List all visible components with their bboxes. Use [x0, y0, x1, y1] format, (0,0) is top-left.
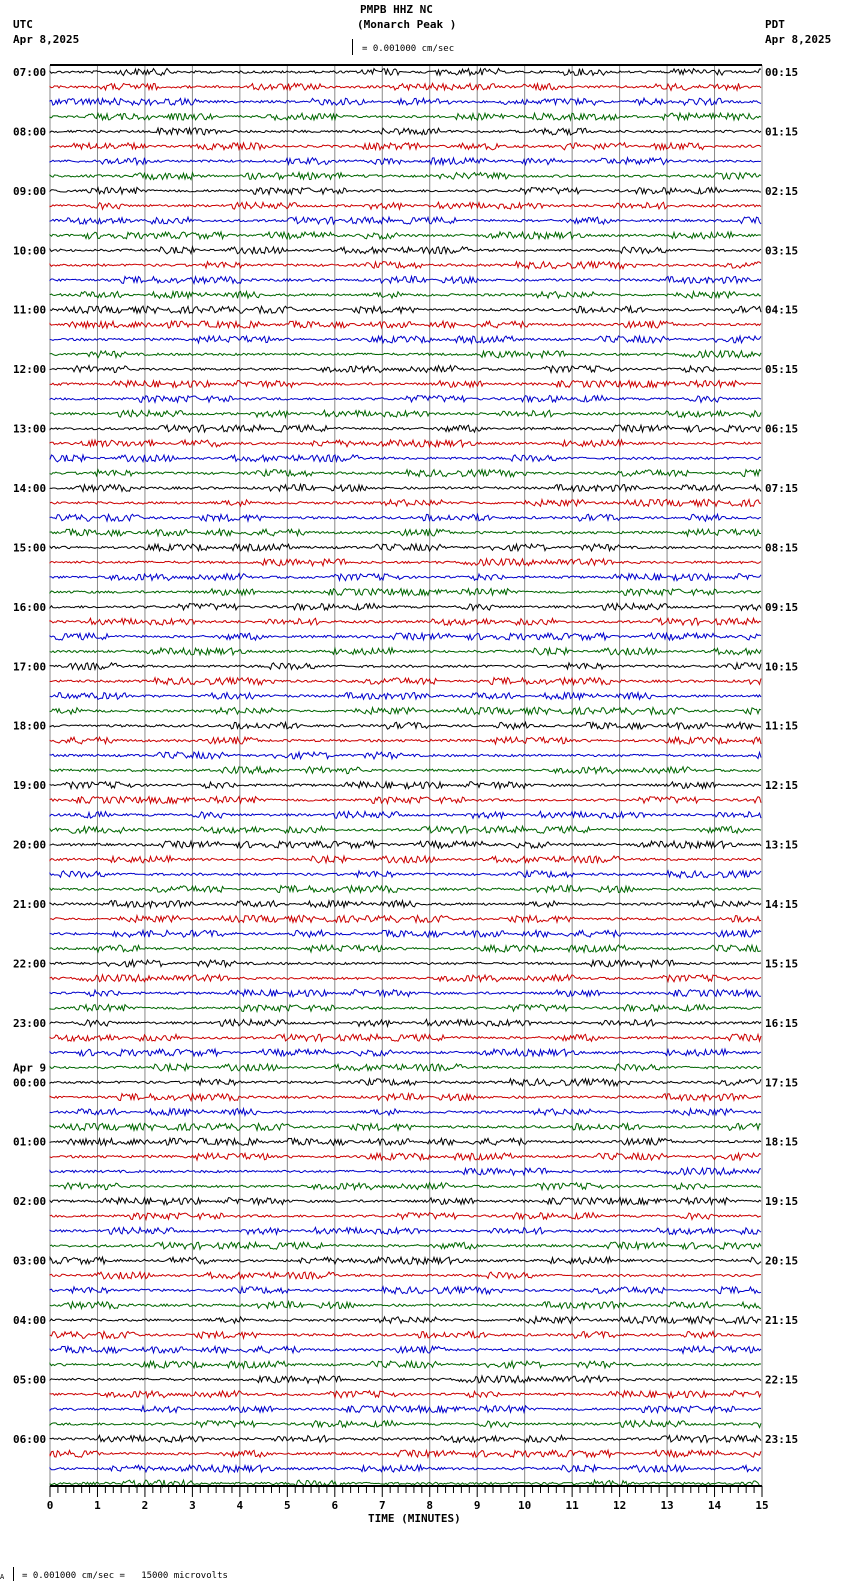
seismic-trace [50, 1406, 761, 1413]
left-time-label: 11:00 [13, 303, 47, 317]
right-time-label: 21:15 [765, 1314, 799, 1328]
seismic-trace [50, 1138, 761, 1145]
seismic-trace [50, 1435, 761, 1442]
seismic-trace [50, 960, 761, 967]
seismic-trace [50, 291, 761, 298]
left-time-label: 15:00 [13, 541, 47, 555]
seismic-trace [50, 455, 761, 462]
seismic-trace [50, 1331, 761, 1338]
right-time-label: 08:15 [765, 541, 799, 555]
right-time-label: 10:15 [765, 660, 799, 674]
left-time-label: 02:00 [13, 1195, 47, 1209]
seismic-trace [50, 752, 761, 759]
right-time-label: 09:15 [765, 600, 799, 614]
left-date: Apr 8,2025 [13, 33, 80, 46]
seismic-trace [50, 1227, 761, 1234]
seismic-trace [50, 336, 761, 343]
right-time-label: 00:15 [765, 66, 799, 79]
footer-scale-label: = 0.001000 cm/sec = 15000 microvolts [22, 1571, 228, 1581]
seismic-trace [50, 1242, 761, 1249]
seismic-trace [50, 425, 761, 432]
x-tick-label: 7 [378, 1499, 386, 1512]
seismic-trace [50, 633, 761, 640]
seismic-trace [50, 1005, 761, 1012]
seismic-trace [50, 277, 761, 284]
left-time-label: 04:00 [13, 1314, 47, 1328]
seismic-trace [50, 366, 761, 373]
seismic-trace [50, 871, 761, 878]
right-date: Apr 8,2025 [765, 33, 832, 46]
x-tick-label: 2 [141, 1499, 149, 1512]
date-change-label: Apr 9 [13, 1061, 47, 1075]
footer-scale-prefix: A [0, 1573, 5, 1581]
x-tick-label: 14 [707, 1499, 722, 1512]
seismic-trace [50, 1109, 761, 1116]
seismic-trace [50, 1123, 761, 1130]
seismic-trace [50, 173, 761, 180]
seismic-trace [50, 1317, 761, 1324]
seismic-trace [50, 1272, 761, 1279]
right-time-label: 11:15 [765, 719, 799, 733]
x-tick-label: 6 [331, 1499, 339, 1512]
right-time-label: 20:15 [765, 1254, 799, 1268]
left-time-label: 18:00 [13, 719, 47, 733]
right-time-label: 16:15 [765, 1016, 799, 1030]
seismic-trace [50, 945, 761, 952]
right-time-label: 18:15 [765, 1135, 799, 1149]
seismic-trace [50, 514, 761, 521]
seismic-trace [50, 990, 761, 997]
right-time-label: 12:15 [765, 779, 799, 793]
seismic-trace [50, 604, 761, 611]
seismic-trace [50, 1391, 761, 1398]
seismic-trace [50, 663, 761, 670]
left-time-label: 22:00 [13, 957, 47, 971]
right-time-label: 05:15 [765, 363, 799, 377]
seismic-trace [50, 410, 761, 417]
seismic-trace [50, 737, 761, 744]
seismic-trace [50, 559, 761, 566]
seismic-trace [50, 158, 761, 165]
right-time-label: 14:15 [765, 898, 799, 912]
seismic-trace [50, 1183, 761, 1190]
seismic-trace [50, 69, 761, 76]
seismic-trace [50, 930, 761, 937]
seismic-trace [50, 381, 761, 388]
right-time-label: 01:15 [765, 125, 799, 139]
seismic-trace [50, 589, 761, 596]
left-time-label: 20:00 [13, 838, 47, 852]
seismic-trace [50, 618, 761, 625]
seismic-trace [50, 470, 761, 477]
seismic-trace [50, 1094, 761, 1101]
x-tick-label: 12 [612, 1499, 627, 1512]
seismic-trace [50, 306, 761, 313]
seismic-trace [50, 1064, 761, 1071]
seismic-trace [50, 782, 761, 789]
x-tick-label: 4 [236, 1499, 244, 1512]
seismic-trace [50, 485, 761, 492]
seismic-trace [50, 499, 761, 506]
x-tick-label: 0 [46, 1499, 54, 1512]
seismic-trace [50, 856, 761, 863]
x-tick-label: 15 [755, 1499, 769, 1512]
seismic-trace [50, 113, 761, 120]
right-time-label: 22:15 [765, 1373, 799, 1387]
left-time-label: 14:00 [13, 482, 47, 496]
x-tick-label: 3 [189, 1499, 196, 1512]
seismic-trace [50, 767, 761, 774]
seismic-trace [50, 1168, 761, 1175]
seismic-trace [50, 1049, 761, 1056]
seismic-trace [50, 143, 761, 150]
seismic-trace [50, 351, 761, 358]
seismic-trace [50, 321, 761, 328]
seismic-trace [50, 1287, 761, 1294]
seismic-trace [50, 1079, 761, 1086]
seismic-trace [50, 529, 761, 536]
seismic-trace [50, 1302, 761, 1309]
right-time-label: 19:15 [765, 1195, 799, 1209]
seismic-trace [50, 1034, 761, 1041]
left-time-label: 12:00 [13, 363, 47, 377]
right-timezone: PDT [765, 18, 785, 31]
seismic-trace [50, 1361, 761, 1368]
x-tick-label: 8 [426, 1499, 434, 1512]
seismic-trace [50, 826, 761, 833]
seismic-trace [50, 440, 761, 447]
seismic-trace [50, 1213, 761, 1220]
seismic-trace [50, 841, 761, 848]
seismic-trace [50, 1153, 761, 1160]
seismic-trace [50, 262, 761, 269]
station-location: (Monarch Peak ) [357, 18, 457, 31]
left-time-label: 08:00 [13, 125, 47, 139]
seismic-trace [50, 232, 761, 239]
seismic-trace [50, 1257, 761, 1264]
seismic-trace [50, 98, 761, 105]
seismic-trace [50, 1421, 761, 1428]
seismic-trace [50, 1450, 761, 1457]
left-time-label: 13:00 [13, 422, 47, 436]
seismic-trace [50, 217, 761, 224]
left-time-label: 05:00 [13, 1373, 47, 1387]
left-time-label: 00:00 [13, 1076, 47, 1090]
left-time-label: 19:00 [13, 779, 47, 793]
right-time-label: 02:15 [765, 184, 799, 198]
left-time-label: 23:00 [13, 1016, 47, 1030]
x-tick-label: 10 [518, 1499, 532, 1512]
right-time-label: 23:15 [765, 1432, 799, 1446]
right-time-label: 03:15 [765, 244, 799, 258]
seismic-trace [50, 886, 761, 893]
seismic-trace [50, 574, 761, 581]
seismic-trace [50, 128, 761, 135]
footer-scale-bar-icon [13, 1567, 14, 1581]
left-time-label: 06:00 [13, 1432, 47, 1446]
scale-label: = 0.001000 cm/sec [362, 44, 455, 54]
seismic-trace [50, 797, 761, 804]
x-axis-label: TIME (MINUTES) [368, 1512, 461, 1525]
right-time-label: 06:15 [765, 422, 799, 436]
x-tick-label: 5 [284, 1499, 291, 1512]
seismic-trace [50, 1376, 761, 1383]
seismic-trace [50, 396, 761, 403]
left-time-label: 10:00 [13, 244, 47, 258]
left-timezone: UTC [13, 18, 33, 31]
left-time-label: 03:00 [13, 1254, 47, 1268]
seismic-trace [50, 83, 761, 90]
seismic-trace [50, 202, 761, 209]
x-tick-label: 13 [660, 1499, 674, 1512]
seismic-trace [50, 693, 761, 700]
seismic-trace [50, 811, 761, 818]
x-tick-label: 11 [565, 1499, 579, 1512]
right-time-label: 15:15 [765, 957, 799, 971]
seismic-trace [50, 707, 761, 714]
seismic-trace [50, 1346, 761, 1353]
seismic-trace [50, 975, 761, 982]
seismic-trace [50, 544, 761, 551]
seismic-trace [50, 678, 761, 685]
seismic-trace [50, 901, 761, 908]
x-tick-label: 9 [473, 1499, 481, 1512]
seismic-trace [50, 1465, 761, 1472]
right-time-label: 13:15 [765, 838, 799, 852]
x-tick-label: 1 [94, 1499, 101, 1512]
seismic-trace [50, 648, 761, 655]
seismic-trace [50, 247, 761, 254]
left-time-label: 07:00 [13, 66, 47, 79]
seismic-trace [50, 915, 761, 922]
seismic-trace [50, 722, 761, 729]
left-time-label: 16:00 [13, 600, 47, 614]
left-time-label: 21:00 [13, 898, 47, 912]
right-time-label: 04:15 [765, 303, 799, 317]
seismic-trace [50, 187, 761, 194]
left-time-label: 09:00 [13, 184, 47, 198]
seismic-trace [50, 1198, 761, 1205]
seismic-trace [50, 1019, 761, 1026]
left-time-label: 17:00 [13, 660, 47, 674]
right-time-label: 07:15 [765, 482, 799, 496]
right-time-label: 17:15 [765, 1076, 799, 1090]
left-time-label: 01:00 [13, 1135, 47, 1149]
station-title: PMPB HHZ NC [360, 3, 433, 16]
